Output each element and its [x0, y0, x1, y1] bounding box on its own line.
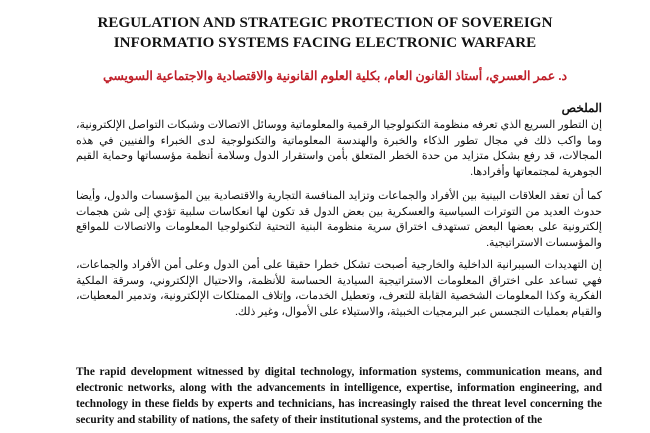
abstract-paragraph-en: The rapid development witnessed by digital technology, information systems, communication means, and electronic networks, along with the advancements in intelligence, expertise, information engineering, and technology in these fields by experts and technicians, has increasingly raised the threat level concerning the security and stability of nations, the safety of their institutional systems, and the protection of the: [76, 366, 602, 426]
abstract-paragraph-ar-3: إن التهديدات السيبرانية الداخلية والخارجية أصبحت تشكل خطرا حقيقا على أمن الدول وعلى أمن الأفراد والجماعات، فهي تساعد على اختراق المعلومات الاستراتيجية السيادية الحساسة للأنظمة، والاحتيال الإلكتروني، وسرقة الملكية الفكرية وكذا المعلومات الشخصية القابلة للتعرف، وتعطيل الخدمات، وإتلاف الممتلكات الإلكترونية، وتدمير المعطيات، والقيام بعمليات التجسس عبر البرمجيات الخبيثة، والاستيلاء على الأموال، وغير ذلك.: [76, 259, 602, 318]
title-line-2: INFORMATIO SYSTEMS FACING ELECTRONIC WARFARE: [113, 35, 537, 51]
author-line: د. عمر العسري، أستاذ القانون العام، بكلية العلوم القانونية والاقتصادية والاجتماعية السويسي: [102, 69, 568, 83]
paper-title: [60, 13, 590, 53]
title-line-1: REGULATION AND STRATEGIC PROTECTION OF SOVEREIGN: [97, 15, 553, 31]
abstract-heading: الملخص: [561, 101, 602, 115]
abstract-paragraph-ar-2: كما أن تعقد العلاقات البينية بين الأفراد والجماعات وتزايد المنافسة التجارية والاقتصادية بين المؤسسات والدول، وأيضا حدوث العديد من التوترات السياسية والعسكرية بين بعض الدول قد تكون لها انعكاسات سلبية تؤدي إلى شن هجمات إلكترونية على بعضها البعض تستهدف اختراق سرية منظومة البنية التحتية لتكنولوجيا المعلومات والاتصالات للمواقع والمؤسسات الاستراتيجية.: [76, 190, 602, 249]
abstract-paragraph-ar-1: إن التطور السريع الذي تعرفه منظومة التكنولوجيا الرقمية والمعلوماتية ووسائل الاتصالات وشبكات التواصل الإلكترونية، وما واكب ذلك في مجال تطور الذكاء والخبرة والهندسة المعلوماتية والتكنولوجية لدى الخبراء والفنيين في هذه المجالات، قد رفع بشكل متزايد من حدة الخطر المتعلق بأمن واستقرار الدول وسلامة أنظمة مؤسساتها وحماية القيم الجوهرية لمجتمعاتها وأفرادها.: [76, 119, 602, 178]
